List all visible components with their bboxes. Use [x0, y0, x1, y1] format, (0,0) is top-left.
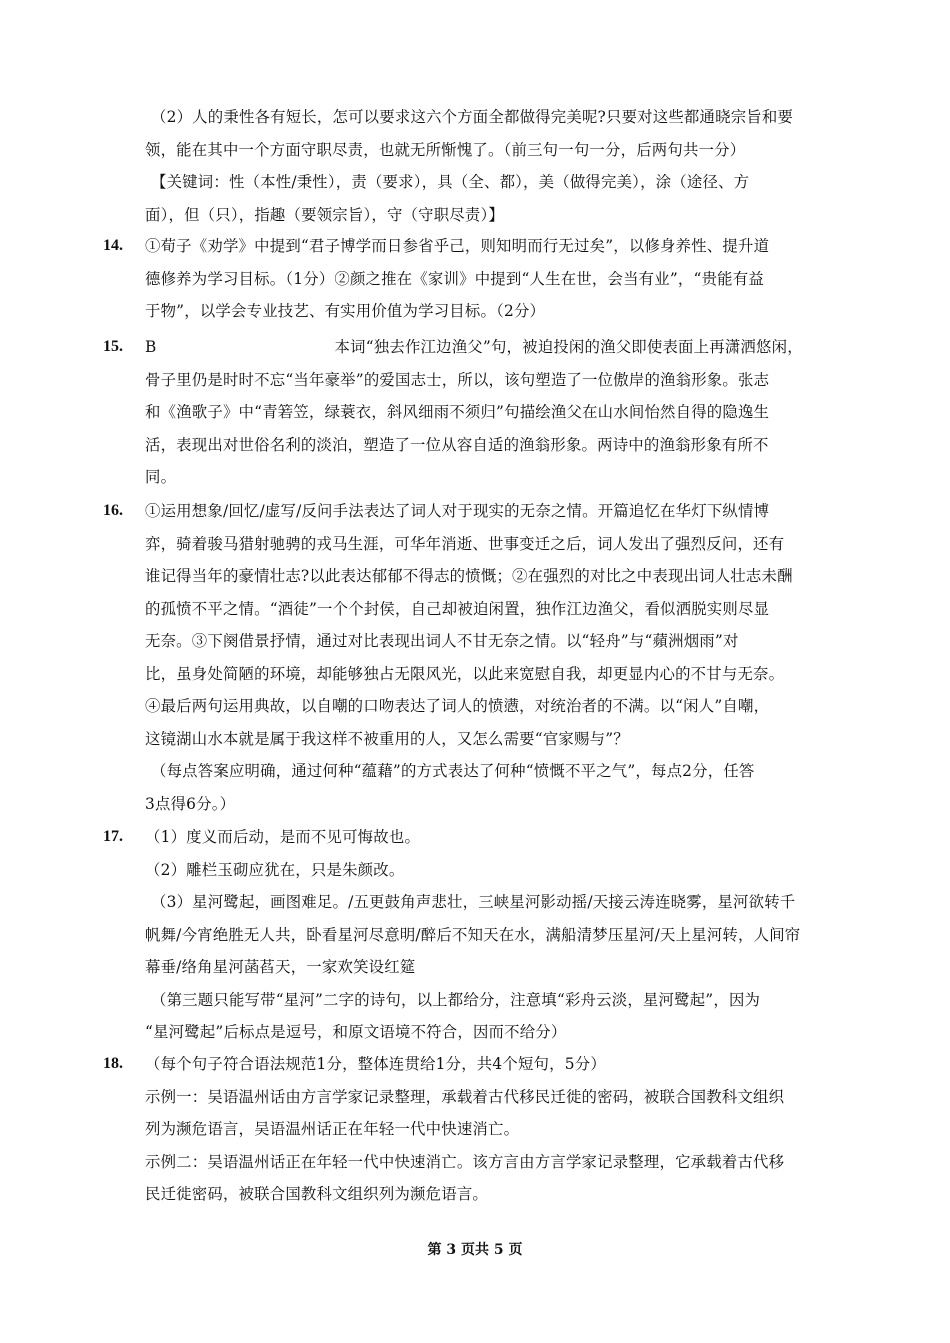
text-line: 谁记得当年的豪情壮志?以此表达郁郁不得志的愤慨；②在强烈的对比之中表现出词人壮志未酬 — [145, 567, 793, 585]
text-line: 这镜湖山水本就是属于我这样不被重用的人，又怎么需要“官家赐与”？ — [145, 729, 629, 748]
text-line: 无奈。③下阕借景抒情，通过对比表现出词人不甘无奈之情。以“轻舟”与“蘋洲烟雨”对 — [145, 632, 739, 650]
text-line: （1）度义而后动，是而不见可悔故也。 — [145, 828, 421, 846]
question-number: 17. — [103, 828, 123, 845]
text-line: （3）星河鹭起，画图难足。/五更鼓角声悲壮，三峡星河影动摇/天接云涛连晓雾，星河欲转千 — [151, 893, 796, 911]
text-line: ④最后两句运用典故，以自嘲的口吻表达了词人的愤懑，对统治者的不满。以“闲人”自嘲， — [145, 697, 770, 715]
text-line: 活，表现出对世俗名利的淡泊，塑造了一位从容自适的渔翁形象。两诗中的渔翁形象有所不 — [145, 435, 769, 454]
text-line: 民迁徙密码，被联合国教科文组织列为濒危语言。 — [145, 1185, 488, 1203]
text-line: 和《渔歌子》中“青箬笠，绿蓑衣，斜风细雨不须归”句描绘渔父在山水间怡然自得的隐逸生 — [145, 403, 770, 421]
text-line: 领，能在其中一个方面守职尽责，也就无所惭愧了。（前三句一句一分，后两句共一分） — [145, 140, 746, 159]
text-line: 3点得6分。） — [145, 794, 236, 813]
question-number: 18. — [103, 1055, 123, 1072]
question-number: 15. — [103, 338, 123, 355]
answer-letter: B — [145, 338, 157, 356]
text-line: （第三题只能写带“星河”二字的诗句，以上都给分，注意填“彩舟云淡，星河鹭起”，因为 — [151, 990, 761, 1009]
text-line: 德修养为学习目标。（1分）②颜之推在《家训》中提到“人生在世，会当有业”，“贵能有益 — [145, 269, 764, 288]
text-line: 于物”，以学会专业技艺、有实用价值为学习目标。（2分） — [145, 302, 546, 320]
text-line: 【关键词：性（本性/秉性），责（要求），具（全、都），美（做得完美），涂（途径、方 — [151, 173, 750, 191]
q17-answer — [145, 828, 845, 1041]
text-line: 弈，骑着骏马猎射驰骋的戎马生涯，可华年消逝、世事变迁之后，词人发出了强烈反问，还有 — [145, 534, 785, 553]
text-line: 的孤愤不平之情。“酒徒”一个个封侯，自己却被迫闲置，独作江边渔父，看似洒脱实则尽显 — [145, 599, 770, 618]
text-line: 幕垂/络角星河菡萏天，一家欢笑设红筵 — [145, 958, 416, 976]
text-span: 本词“独去作江边渔父”句，被迫投闲的渔父即使表面上再潇洒悠闲， — [334, 338, 803, 356]
text-line: 同。 — [145, 468, 177, 486]
text-line: ①荀子《劝学》中提到“君子博学而日参省乎己，则知明而行无过矣”，以修身养性、提升道 — [145, 237, 770, 255]
q14-answer — [145, 237, 845, 320]
text-line: 列为濒危语言，吴语温州话正在年轻一代中快速消亡。 — [145, 1120, 520, 1138]
text-line — [145, 338, 845, 356]
text-line: 骨子里仍是时时不忘“当年豪举”的爱国志士，所以，该句塑造了一位傲岸的渔翁形象。张志 — [145, 370, 770, 389]
q18-answer — [145, 1055, 845, 1203]
text-line: 示例二：吴语温州话正在年轻一代中快速消亡。该方言由方言学家记录整理，它承载着古代移 — [145, 1152, 785, 1171]
text-line: 帆舞/今宵绝胜无人共，卧看星河尽意明/醉后不知天在水，满船清梦压星河/天上星河转，人间帘 — [145, 925, 801, 944]
text-line: （2）人的秉性各有短长，怎可以要求这六个方面全都做得完美呢?只要对这些都通晓宗旨和要 — [151, 108, 794, 126]
question-number: 16. — [103, 502, 123, 519]
text-line: ①运用想象/回忆/虚写/反问手法表达了词人对于现实的无奈之情。开篇追忆在华灯下纵情博 — [145, 502, 770, 520]
text-line: （每点答案应明确，通过何种“蕴藉”的方式表达了何种“愤慨不平之气”，每点2分，任答 — [151, 762, 755, 780]
q13-answer-continuation — [145, 108, 845, 224]
question-number: 14. — [103, 237, 123, 254]
text-line: （2）雕栏玉砌应犹在，只是朱颜改。 — [145, 860, 405, 879]
text-line: （每个句子符合语法规范1分，整体连贯给1分，共4个短句，5分） — [145, 1055, 606, 1073]
text-line: “星河鹭起”后标点是逗号，和原文语境不符合，因而不给分） — [145, 1023, 567, 1041]
text-line: 面），但（只），指趣（要领宗旨），守（守职尽责）】 — [145, 205, 504, 224]
q16-answer — [145, 502, 845, 813]
text-line: 示例一：吴语温州话由方言学家记录整理，承载着古代移民迁徙的密码，被联合国教科文组织 — [145, 1087, 785, 1106]
q15-answer — [145, 338, 845, 486]
page-footer: 第 3 页共 5 页 — [427, 1242, 523, 1258]
text-line: 比，虽身处简陋的环境，却能够独占无限风光，以此来宽慰自我，却更显内心的不甘与无奈。 — [145, 664, 785, 683]
